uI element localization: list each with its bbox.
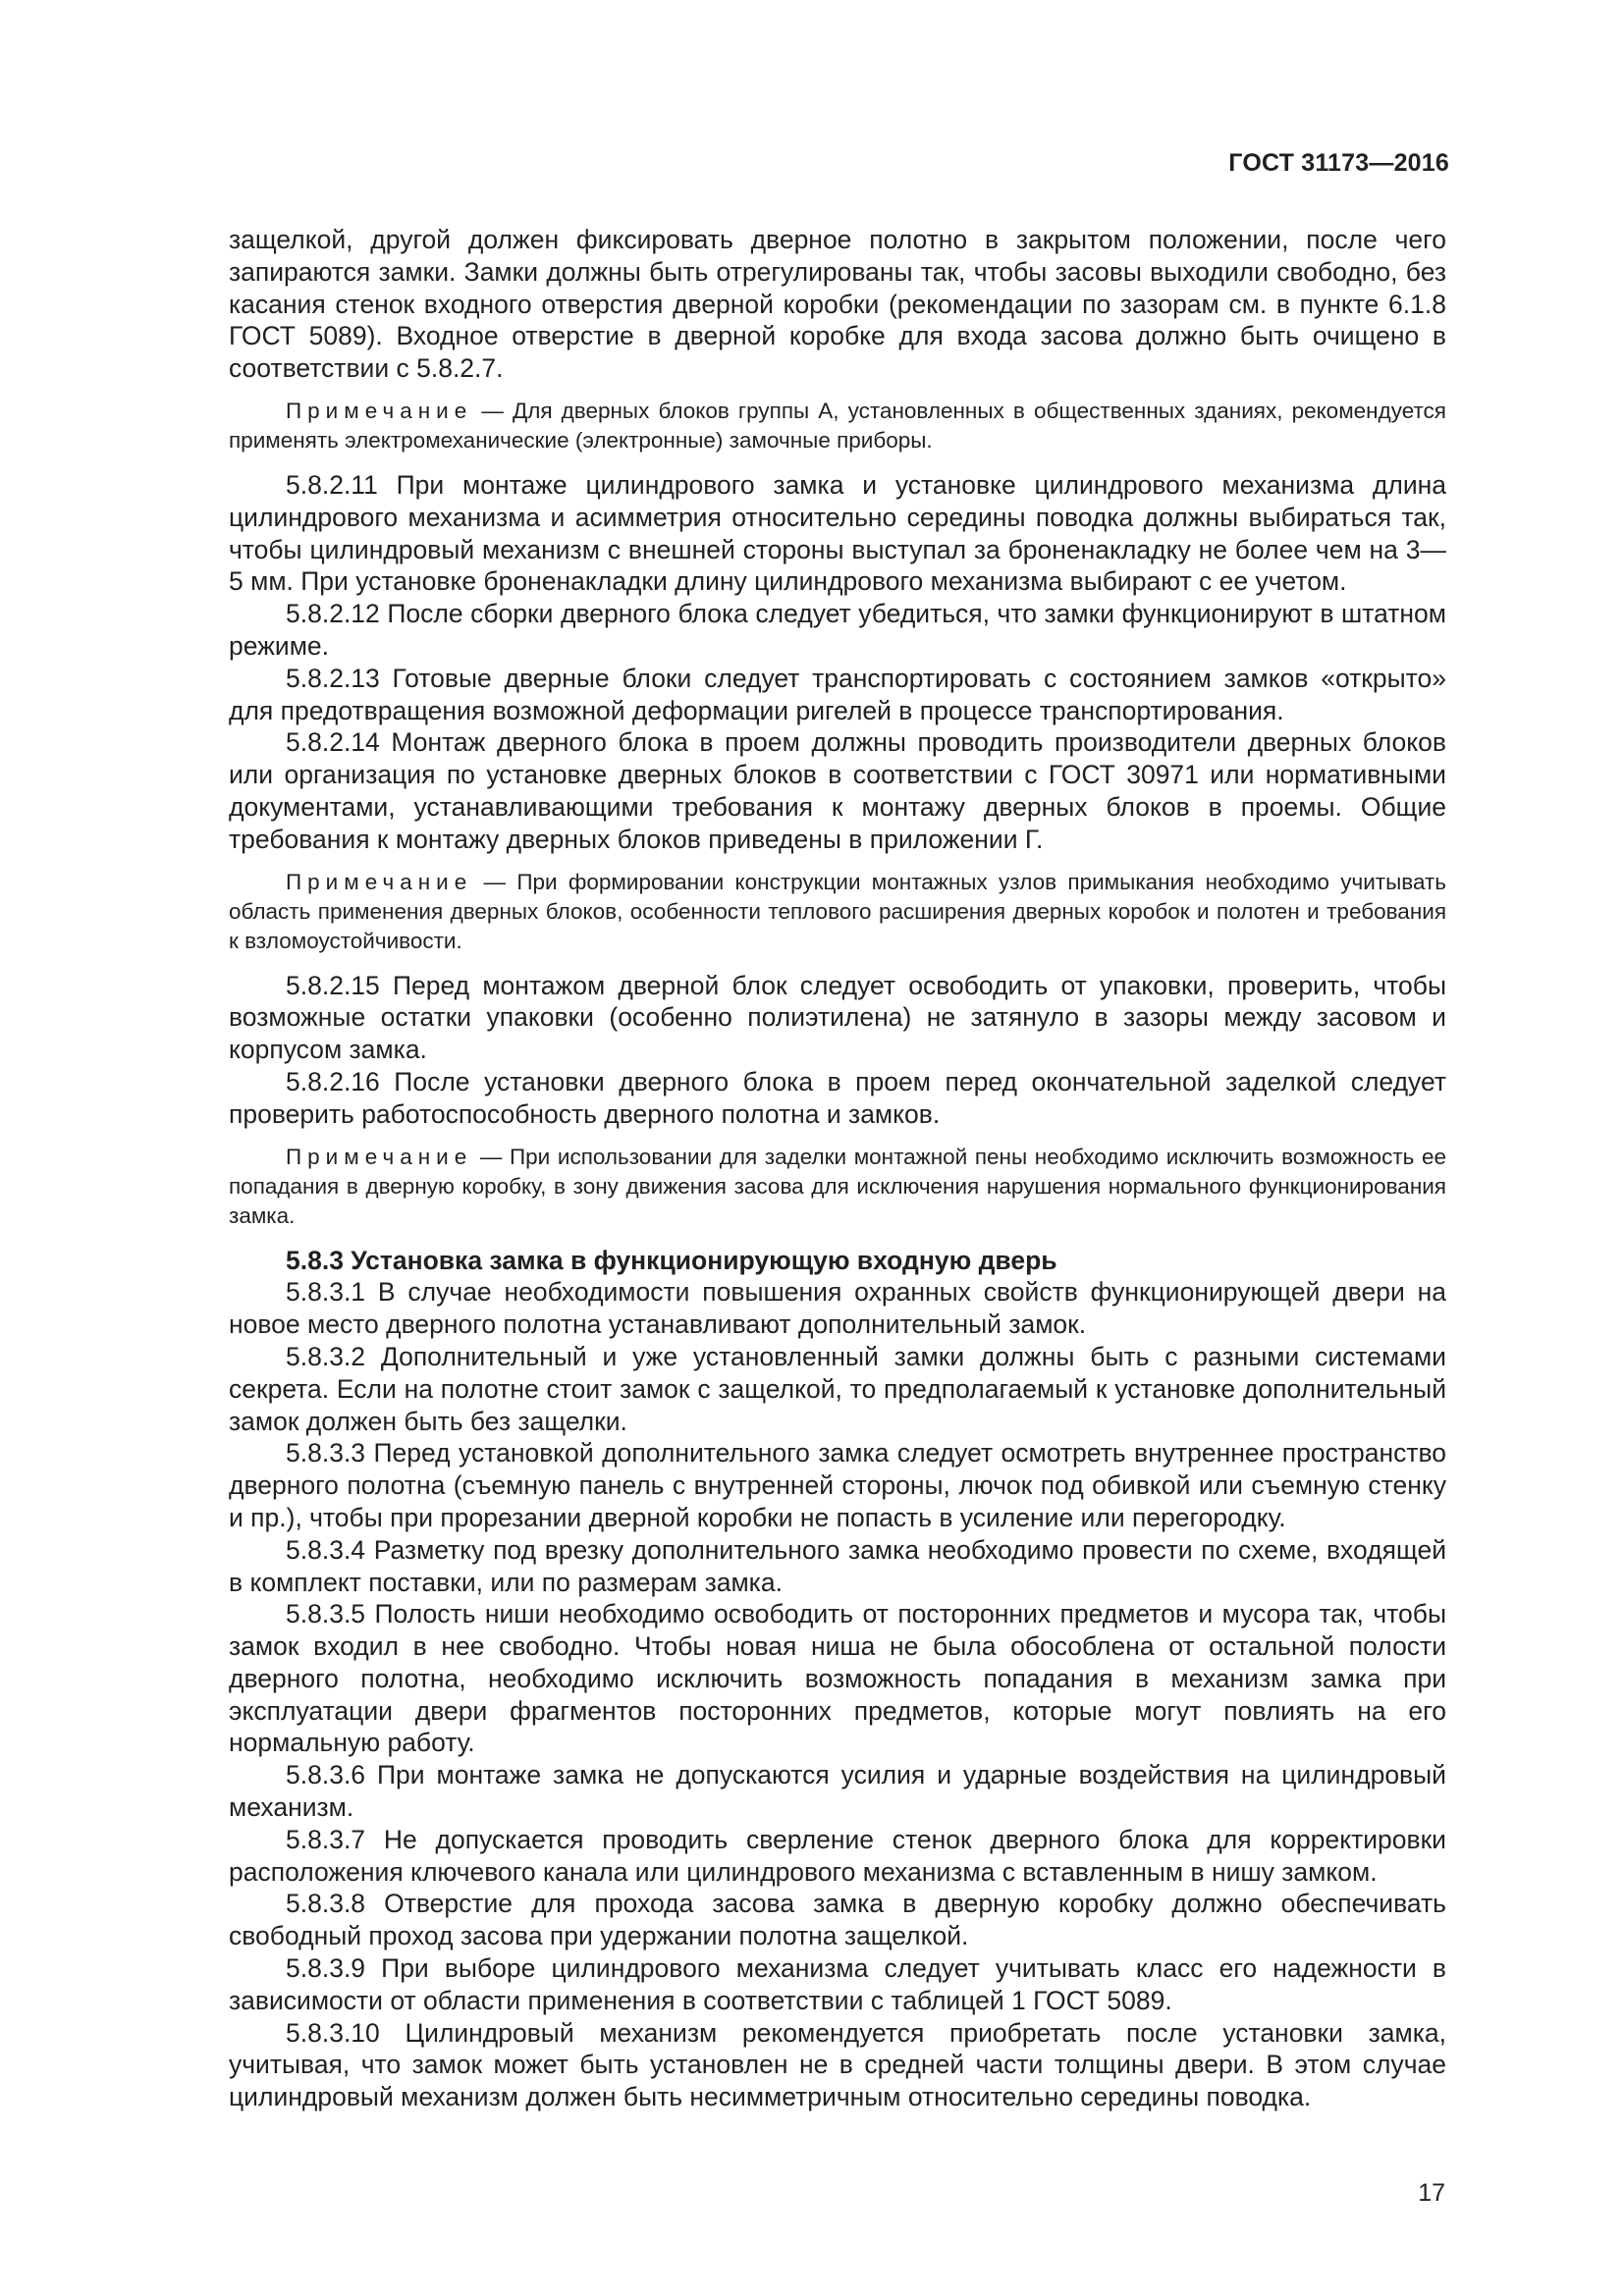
note-text: — Для дверных блоков группы А, установленных в общественных зданиях, рекомендуется применять электромеханические (электронные) замочные приборы.	[229, 398, 1446, 453]
paragraph-continuation: защелкой, другой должен фиксировать дверное полотно в закрытом положении, после чего запираются замки. Замки должны быть отрегулированы так, чтобы засовы выходили свободно, без касания стенок входного отверстия дверной коробки (рекомендации по зазорам см. в пункте 6.1.8 ГОСТ 5089). Входное отверстие в дверной коробке для входа засова должно быть очищено в соответствии с 5.8.2.7.	[229, 225, 1446, 384]
note-label: Примечание	[286, 398, 473, 423]
clause-5-8-3-6: 5.8.3.6 При монтаже замка не допускаются усилия и ударные воздействия на цилиндровый механизм.	[229, 1760, 1446, 1823]
clause-5-8-3-9: 5.8.3.9 При выборе цилиндрового механизма следует учитывать класс его надежности в зависимости от области применения в соответствии с таблицей 1 ГОСТ 5089.	[229, 1953, 1446, 2015]
clause-5-8-2-11: 5.8.2.11 При монтаже цилиндрового замка и установке цилиндрового механизма длина цилиндрового механизма и асимметрия относительно середины поводка должны выбираться так, чтобы цилиндровый механизм с внешней стороны выступал за броненакладку не более чем на 3—5 мм. При установке броненакладки длину цилиндрового механизма выбирают с ее учетом.	[229, 469, 1446, 597]
note-text: — При формировании конструкции монтажных узлов примыкания необходимо учитывать область применения дверных блоков, особенности теплового расширения дверных коробок и полотен и требования к взломоустойчивости.	[229, 869, 1446, 953]
document-header: ГОСТ 31173—2016	[1228, 149, 1449, 177]
clause-5-8-3-10: 5.8.3.10 Цилиндровый механизм рекомендуется приобретать после установки замка, учитывая, что замок может быть установлен не в средней части толщины двери. В этом случае цилиндровый механизм должен быть несимметричным относительно середины поводка.	[229, 2017, 1446, 2112]
clause-5-8-3-8: 5.8.3.8 Отверстие для прохода засова замка в дверную коробку должно обеспечивать свободный проход засова при удержании полотна защелкой.	[229, 1889, 1446, 1951]
clause-5-8-3-3: 5.8.3.3 Перед установкой дополнительного замка следует осмотреть внутреннее пространство дверного полотна (съемную панель с внутренней стороны, лючок под обивкой или съемную стенку и пр.), чтобы при прорезании дверной коробки не попасть в усиление или перегородку.	[229, 1438, 1446, 1532]
note-label: Примечание	[286, 1144, 473, 1169]
note-label: Примечание	[286, 869, 473, 894]
clause-5-8-2-15: 5.8.2.15 Перед монтажом дверной блок следует освободить от упаковки, проверить, чтобы возможные остатки упаковки (особенно полиэтилена) не затянуло в зазоры между засовом и корпусом замка.	[229, 970, 1446, 1065]
clause-5-8-3-7: 5.8.3.7 Не допускается проводить сверление стенок дверного блока для корректировки расположения ключевого канала или цилиндрового механизма с вставленным в нишу замком.	[229, 1824, 1446, 1887]
clause-5-8-2-14: 5.8.2.14 Монтаж дверного блока в проем должны проводить производители дверных блоков или организация по установке дверных блоков в соответствии с ГОСТ 30971 или нормативными документами, устанавливающими требования к монтажу дверных блоков в проемы. Общие требования к монтажу дверных блоков приведены в приложении Г.	[229, 727, 1446, 854]
note-3	[229, 1143, 1446, 1231]
note-2	[229, 868, 1446, 956]
section-heading-5-8-3: 5.8.3 Установка замка в функционирующую входную дверь	[286, 1245, 1057, 1275]
clause-5-8-3-4: 5.8.3.4 Разметку под врезку дополнительного замка необходимо провести по схеме, входящей в комплект поставки, или по размерам замка.	[229, 1534, 1446, 1597]
note-text: — При использовании для заделки монтажной пены необходимо исключить возможность ее попадания в дверную коробку, в зону движения засова для исключения нарушения нормального функционирования замка.	[229, 1144, 1446, 1228]
clause-5-8-3-1: 5.8.3.1 В случае необходимости повышения охранных свойств функционирующей двери на новое место дверного полотна устанавливают дополнительный замок.	[229, 1277, 1446, 1340]
clause-5-8-3-2: 5.8.3.2 Дополнительный и уже установленный замки должны быть с разными системами секрета. Если на полотне стоит замок с защелкой, то предполагаемый к установке дополнительный замок должен быть без защелки.	[229, 1341, 1446, 1436]
note-1	[229, 397, 1446, 455]
clause-5-8-2-16: 5.8.2.16 После установки дверного блока в проем перед окончательной заделкой следует проверить работоспособность дверного полотна и замков.	[229, 1066, 1446, 1129]
clause-5-8-3-5: 5.8.3.5 Полость ниши необходимо освободить от посторонних предметов и мусора так, чтобы замок входил в нее свободно. Чтобы новая ниша не была обособлена от остальной полости дверного полотна, необходимо исключить возможность попадания в механизм замка при эксплуатации двери фрагментов посторонних предметов, которые могут повлиять на его нормальную работу.	[229, 1599, 1446, 1758]
clause-5-8-2-12: 5.8.2.12 После сборки дверного блока следует убедиться, что замки функционируют в штатном режиме.	[229, 599, 1446, 661]
clause-5-8-2-13: 5.8.2.13 Готовые дверные блоки следует транспортировать с состоянием замков «открыто» для предотвращения возможной деформации ригелей в процессе транспортирования.	[229, 663, 1446, 725]
page-number: 17	[1418, 2179, 1445, 2207]
document-body	[229, 224, 1446, 2113]
